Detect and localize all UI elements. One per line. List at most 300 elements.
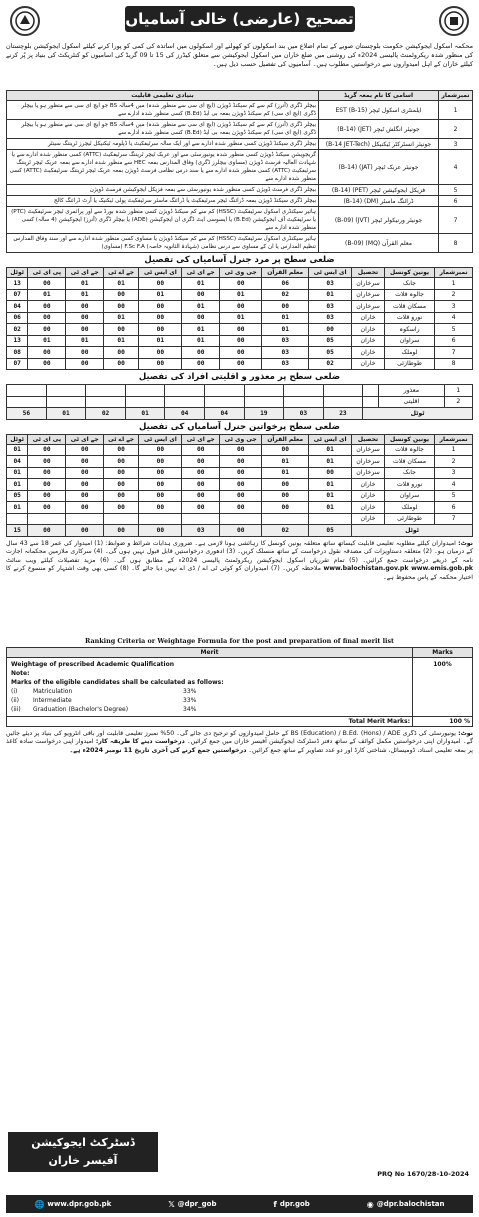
table-cell: 2 xyxy=(435,289,473,301)
total-cell: 03 xyxy=(284,408,324,420)
table-cell: 01 xyxy=(262,467,309,479)
dist-header-cell: تحصیل xyxy=(352,434,385,444)
table-cell xyxy=(323,396,363,408)
table-cell: 01 xyxy=(66,278,104,290)
female-section-title: ضلعی سطح پرخواتین جنرل آسامیاں کی تفصیل xyxy=(139,421,340,432)
table-cell: سراوان xyxy=(384,335,434,347)
post-no: 5 xyxy=(439,185,473,196)
dist-header-cell: پی ای ٹی xyxy=(28,268,66,278)
ranking-item xyxy=(11,705,408,714)
table-cell: 00 xyxy=(103,467,138,479)
post-row xyxy=(7,139,473,150)
table-cell: 00 xyxy=(182,490,220,502)
table-cell: 7 xyxy=(435,513,473,525)
total-cell: 02 xyxy=(262,525,309,537)
table-cell: 05 xyxy=(309,347,352,359)
ranking-item-value: 34% xyxy=(183,705,197,713)
table-cell: 02 xyxy=(262,289,309,301)
table-cell: 01 xyxy=(28,335,66,347)
table-cell: 00 xyxy=(220,467,262,479)
table-cell: جالوہ قلات xyxy=(384,444,434,456)
table-row xyxy=(7,502,473,514)
table-cell: 3 xyxy=(435,467,473,479)
table-cell: 00 xyxy=(28,312,66,324)
table-row xyxy=(7,358,473,370)
table-cell: خاران xyxy=(352,312,385,324)
signature-line-2: آفیسر خاران xyxy=(48,1154,118,1167)
table-row xyxy=(7,312,473,324)
post-qualification: ہائیر سیکنڈری اسکول سرٹیفکیٹ (HSSC) کم سے کم سیکنڈ ڈویژن کسی منظور شدہ بورڈ سے اور پرائمری ٹیچر سرٹیفکیٹ (PTC) یا سرٹیفکیٹ آف ایجوکیشن (B.Ed) یا ایسوسی ایٹ ڈگری ان ایجوکیشن (ADE) یا بیچلر ڈگری (آنرز) ایجوکیشن (4 سالہ) کسی منظور شدہ ادارے سے xyxy=(7,207,319,234)
table-cell: مسکان قلات xyxy=(384,301,434,313)
disabled-section-title: ضلعی سطح پر معذور و اقلیتی افراد کی تفصیل xyxy=(138,372,341,382)
table-cell: 00 xyxy=(139,456,182,468)
table-cell: 00 xyxy=(139,358,182,370)
table-cell: 00 xyxy=(220,347,262,359)
table-cell: 01 xyxy=(309,479,352,491)
table-cell: 00 xyxy=(220,358,262,370)
table-cell: 00 xyxy=(66,444,104,456)
table-cell: 00 xyxy=(139,467,182,479)
table-row xyxy=(7,385,473,397)
table-cell: 00 xyxy=(262,502,309,514)
table-cell: 00 xyxy=(182,289,220,301)
notes-text: امیدواران کیلئے مطلوبہ تعلیمی قابلیت کیساتھ ساتھ متعلقہ یونین کونسل کا رہائشی ہونا لازمی ہے۔ ضروری ہدایات شرائط و ضوابط: (1) امیدوار کی عمر 18 سے 43 سال کے درمیان ہو۔ (2) متعلقہ دستاویزات کی مصدقہ نقول درخواست کے ساتھ منسلک کریں۔ (3) ادھوری درخواستیں قابل قبول نہیں ہوں گی۔ (4) سرکاری ملازمین محکمانہ اجازت نامہ کے ذریعے درخواست جمع کرائیں۔ (5) تمام تقرریاں اسکول ایجوکیشن ریکروٹمنٹ پالیسی 2024ء کے مطابق ہوں گی۔ (6) مزید تفصیلات کیلئے ویب سائٹ xyxy=(6,539,473,564)
post-no: 4 xyxy=(439,150,473,185)
table-cell: 00 xyxy=(262,301,309,313)
table-cell: 4 xyxy=(435,312,473,324)
ranking-item-no: (ii) xyxy=(11,696,20,704)
table-cell: خاران xyxy=(352,490,385,502)
table-cell: 3 xyxy=(435,301,473,313)
table-cell: جالوہ قلات xyxy=(384,289,434,301)
table-cell: 6 xyxy=(435,335,473,347)
table-cell: سرخاران xyxy=(352,467,385,479)
table-cell: 03 xyxy=(262,358,309,370)
total-value: 100 % xyxy=(413,716,473,726)
dist-header-cell: ٹوٹل xyxy=(7,434,28,444)
table-cell xyxy=(363,385,379,397)
table-cell: 06 xyxy=(7,312,28,324)
total-label-cell: ٹوٹل xyxy=(352,525,473,537)
table-cell: 00 xyxy=(103,324,138,336)
table-cell xyxy=(46,396,86,408)
table-cell xyxy=(125,396,165,408)
total-label-cell: ٹوٹل xyxy=(363,408,473,420)
table-cell xyxy=(309,513,352,525)
post-no: 8 xyxy=(439,234,473,253)
table-cell: 00 xyxy=(66,347,104,359)
table-cell: 00 xyxy=(182,444,220,456)
table-cell: 00 xyxy=(103,479,138,491)
table-cell: 02 xyxy=(309,358,352,370)
table-cell xyxy=(182,513,220,525)
dist-header-cell: ای ایس ٹی xyxy=(309,434,352,444)
table-cell: 01 xyxy=(220,289,262,301)
footer-facebook-text: dpr.gob xyxy=(279,1200,310,1208)
post-name: جونیئر ورنیکولر ٹیچر (JVT) (B-09) xyxy=(319,207,439,234)
table-row xyxy=(7,278,473,290)
post-no: 3 xyxy=(439,139,473,150)
table-cell: 00 xyxy=(28,479,66,491)
footer-facebook[interactable] xyxy=(273,1200,309,1209)
table-cell: سرخاران xyxy=(352,289,385,301)
table-cell: 06 xyxy=(262,278,309,290)
table-cell: نورو قلات xyxy=(384,479,434,491)
table-cell: 01 xyxy=(7,467,28,479)
table-row xyxy=(7,467,473,479)
website-link-balochistan[interactable]: www.balochistan.gov.pk xyxy=(323,565,409,573)
header-qualification: بنیادی تعلیمی قابلیت xyxy=(7,91,319,101)
table-cell: 5 xyxy=(435,490,473,502)
table-cell: 00 xyxy=(182,358,220,370)
table-row xyxy=(7,301,473,313)
ranking-item xyxy=(11,687,408,696)
table-cell: 07 xyxy=(7,289,28,301)
table-cell xyxy=(323,385,363,397)
ranking-items xyxy=(11,687,408,714)
table-cell: 00 xyxy=(103,289,138,301)
post-row xyxy=(7,101,473,120)
header-post-name: اسامی کا نام بمعہ گریڈ xyxy=(319,91,439,101)
total-row xyxy=(7,408,473,420)
table-cell xyxy=(284,385,324,397)
method-text: امیدوار اپنی درخواست سادہ کاغذ پر بمعہ تعلیمی اسناد، ڈومیسائل، شناختی کارڈ اور دو عدد تصاویر کے ساتھ جمع کرائیں۔ xyxy=(6,738,473,754)
table-cell: 01 xyxy=(28,289,66,301)
table-cell: خاران xyxy=(352,324,385,336)
table-cell xyxy=(220,513,262,525)
table-cell: 01 xyxy=(66,335,104,347)
table-cell: 2 xyxy=(435,456,473,468)
table-row xyxy=(7,324,473,336)
marks-header: Marks xyxy=(413,647,473,657)
table-cell: 00 xyxy=(66,456,104,468)
table-cell: 00 xyxy=(220,444,262,456)
table-cell: 00 xyxy=(66,467,104,479)
table-cell: اقلیتی xyxy=(379,396,445,408)
total-cell: 15 xyxy=(7,525,28,537)
total-cell: 03 xyxy=(182,525,220,537)
globe-icon: 🌐 xyxy=(34,1199,45,1209)
dist-header-cell: یونین کونسل xyxy=(384,268,434,278)
dist-header-cell: ای ایس ٹی xyxy=(139,268,182,278)
notes-lead: نوٹ: xyxy=(458,539,473,547)
post-qualification: ہائیر سیکنڈری اسکول سرٹیفکیٹ (HSSC) کم سے کم سیکنڈ ڈویژن یا مساوی کسی منظور شدہ ادارے سے اور سند وفاق المدارس تنظیم المدارس یا ان کے مساوی سے درس نظامی (شہادۃ الثانویہ خاصہ) F.Sc F.A (مساوی) xyxy=(7,234,319,253)
footer-website-text: www.dpr.gob.pk xyxy=(47,1200,112,1208)
table-cell: 00 xyxy=(220,490,262,502)
table-cell: 01 xyxy=(7,444,28,456)
total-cell: 19 xyxy=(244,408,284,420)
footer-instagram[interactable] xyxy=(367,1200,445,1209)
table-cell xyxy=(7,385,47,397)
prq-number: PRQ No 1670/28-10-2024 xyxy=(377,1170,469,1178)
total-cell: 56 xyxy=(7,408,47,420)
disabled-posts-table xyxy=(6,384,473,420)
table-cell: 00 xyxy=(220,502,262,514)
table-cell: جاںک xyxy=(384,278,434,290)
table-cell: 4 xyxy=(435,479,473,491)
post-name: معلم القرآن (MQ) (B-09) xyxy=(319,234,439,253)
table-cell: 00 xyxy=(139,479,182,491)
table-cell: 00 xyxy=(139,347,182,359)
table-cell: 00 xyxy=(262,479,309,491)
signature-line-1: ڈسٹرکٹ ایجوکیشن xyxy=(31,1136,135,1149)
table-cell: 01 xyxy=(220,312,262,324)
table-cell: خاران xyxy=(352,358,385,370)
table-cell: 00 xyxy=(103,358,138,370)
table-cell: 05 xyxy=(7,490,28,502)
post-no: 2 xyxy=(439,120,473,139)
dist-header-cell: جی وی ٹی xyxy=(220,434,262,444)
table-cell: 01 xyxy=(182,278,220,290)
post-no: 7 xyxy=(439,207,473,234)
signature-box xyxy=(8,1132,158,1172)
table-cell xyxy=(204,385,244,397)
dist-header-cell: پی ای ٹی xyxy=(28,434,66,444)
dist-header-cell: تحصیل xyxy=(352,268,385,278)
posts-header-row xyxy=(7,91,473,101)
instructions-lead: نوٹ: xyxy=(458,729,473,737)
total-cell: 02 xyxy=(86,408,126,420)
ranking-item-label: Graduation (Bachelor's Degree) xyxy=(33,705,129,713)
dist-header-cell: معلم القرآن xyxy=(262,434,309,444)
table-row xyxy=(7,444,473,456)
post-qualification: بیچلر ڈگری سیکنڈ ڈویژن بمعہ ڈرائنگ ٹیچر سرٹیفکیٹ یا ڈرائنگ ماسٹر سرٹیفکیٹ پولی ٹیکنیک یا آرٹ ڈرائنگ کالج xyxy=(7,196,319,207)
ranking-item-label: Intermediate xyxy=(33,696,72,704)
twitter-icon: 𝕏 xyxy=(168,1199,175,1209)
ranking-item xyxy=(11,696,408,705)
total-row xyxy=(7,525,473,537)
table-cell: 00 xyxy=(182,456,220,468)
table-cell: 00 xyxy=(139,444,182,456)
post-name: جونیئر انسٹرکٹر ٹیکنیکل (B-14 JET-Tech) xyxy=(319,139,439,150)
table-cell: 00 xyxy=(28,456,66,468)
table-cell: 00 xyxy=(28,301,66,313)
header-no: نمبرشمار xyxy=(439,91,473,101)
dist-header-cell: نمبرشمار xyxy=(435,268,473,278)
instructions-section xyxy=(6,730,473,812)
total-cell: 04 xyxy=(165,408,205,420)
table-cell: 03 xyxy=(262,347,309,359)
dist-header-cell: نمبرشمار xyxy=(435,434,473,444)
footer-instagram-text: @dpr.balochistan xyxy=(376,1200,445,1208)
table-cell: 01 xyxy=(309,289,352,301)
table-cell: 00 xyxy=(66,301,104,313)
table-cell: سرخاران xyxy=(352,278,385,290)
table-cell: 00 xyxy=(309,324,352,336)
table-cell: خاران xyxy=(352,479,385,491)
website-link-emis[interactable]: www.emis.gob.pk xyxy=(411,565,473,573)
dist-header-cell: ای ایس ٹی xyxy=(309,268,352,278)
total-cell: 00 xyxy=(139,525,182,537)
total-cell: 23 xyxy=(323,408,363,420)
table-cell xyxy=(86,396,126,408)
dist-header-cell: معلم القرآن xyxy=(262,268,309,278)
notes-section xyxy=(6,540,473,634)
table-cell: 00 xyxy=(220,456,262,468)
table-cell: 00 xyxy=(262,490,309,502)
table-cell: 01 xyxy=(182,335,220,347)
table-cell xyxy=(363,396,379,408)
table-cell: 01 xyxy=(309,490,352,502)
table-row xyxy=(7,513,473,525)
table-cell: 00 xyxy=(103,490,138,502)
table-cell: 00 xyxy=(262,444,309,456)
table-cell: 01 xyxy=(139,289,182,301)
merit-header: Merit xyxy=(7,647,413,657)
table-cell: 02 xyxy=(7,324,28,336)
post-no: 1 xyxy=(439,101,473,120)
dist-header-cell: جے اے ٹی xyxy=(103,434,138,444)
table-cell: معذور xyxy=(379,385,445,397)
ranking-header-row xyxy=(7,647,473,657)
table-cell: 00 xyxy=(28,324,66,336)
table-cell: 00 xyxy=(66,358,104,370)
post-name: ایلمنٹری اسکول ٹیچر EST (B-15) xyxy=(319,101,439,120)
post-qualification: بیچلر ڈگری (آنرز) کم سے کم سیکنڈ ڈویژن (ایچ ای سی سے منظور شدہ) میں 4سالہ BS جو ایچ ای سی سے منظور ہو یا بیچلر ڈگری (ایچ ای سی) کم سیکنڈ ڈویژن بمعہ بی ایڈ (B.Ed) کسی منظور شدہ ادارے سے xyxy=(7,101,319,120)
table-cell: 01 xyxy=(309,502,352,514)
table-cell: 00 xyxy=(139,278,182,290)
ranking-item-label: Matriculation xyxy=(33,687,73,695)
table-row xyxy=(7,456,473,468)
table-cell: 13 xyxy=(7,335,28,347)
table-cell: 03 xyxy=(309,301,352,313)
table-cell: 00 xyxy=(28,467,66,479)
table-cell: 01 xyxy=(66,289,104,301)
post-name: فزیکل ایجوکیشن ٹیچر (PET) (B-14) xyxy=(319,185,439,196)
post-no: 6 xyxy=(439,196,473,207)
table-row xyxy=(7,396,473,408)
ranking-title: Ranking Criteria or Weightage Formula for the post and preparation of final merit list xyxy=(84,636,395,645)
table-cell xyxy=(46,385,86,397)
total-cell: 01 xyxy=(125,408,165,420)
dist-header-cell: جے ای ٹی xyxy=(66,434,104,444)
table-cell xyxy=(66,513,104,525)
table-cell: 01 xyxy=(309,456,352,468)
table-cell: 01 xyxy=(182,324,220,336)
table-cell: 01 xyxy=(182,301,220,313)
table-cell: 5 xyxy=(435,324,473,336)
table-row xyxy=(7,490,473,502)
table-cell xyxy=(139,513,182,525)
total-cell: 00 xyxy=(28,525,66,537)
posts-table xyxy=(6,90,473,253)
table-cell xyxy=(103,513,138,525)
table-cell: 01 xyxy=(7,479,28,491)
table-cell: 00 xyxy=(220,301,262,313)
table-cell: 00 xyxy=(309,467,352,479)
post-qualification: بیچلر ڈگری سیکنڈ ڈویژن کسی منظور شدہ ادارے سے اور ایک سالہ سرٹیفکیٹ یا ڈپلومہ ٹیکنیکل ٹیچرز ٹریننگ سینٹر xyxy=(7,139,319,150)
table-cell: خاران xyxy=(352,335,385,347)
table-cell: 00 xyxy=(28,490,66,502)
table-cell: سراوان xyxy=(384,490,434,502)
table-cell: 01 xyxy=(103,335,138,347)
table-cell: 01 xyxy=(103,312,138,324)
table-cell: طوطازئی xyxy=(384,513,434,525)
footer-twitter[interactable] xyxy=(168,1200,216,1209)
post-row xyxy=(7,185,473,196)
ranking-item-no: (i) xyxy=(11,687,18,695)
table-cell: 00 xyxy=(182,467,220,479)
table-cell: 00 xyxy=(139,312,182,324)
govt-logo-right xyxy=(439,6,469,36)
table-cell xyxy=(244,396,284,408)
dist-header-cell: ٹوٹل xyxy=(7,268,28,278)
total-cell: 00 xyxy=(220,525,262,537)
post-row xyxy=(7,196,473,207)
instagram-icon: ◉ xyxy=(366,1199,374,1209)
table-cell: 03 xyxy=(309,278,352,290)
table-cell: 8 xyxy=(435,358,473,370)
table-cell: راسکوہ xyxy=(384,324,434,336)
page-title: تصحیح (عارضی) خالی آسامیاں xyxy=(125,6,355,32)
instructions-text: یونیورسٹی کی ڈگری BS (Education) / B.Ed. (Hons) / ADE کے حامل امیدواروں کو ترجیح دی جائے گی۔ 50% نمبرز تعلیمی قابلیت اور باقی انٹرویو کی بنیاد پر دیئے جائیں گے۔ امیدواران اپنی درخواستیں مکمل کوائف کے ساتھ دفتر ڈسٹرکٹ ایجوکیشن آفیسر خاران میں جمع کرائیں۔ xyxy=(6,729,473,746)
table-cell: 1 xyxy=(444,385,472,397)
ranking-item-value: 33% xyxy=(183,687,197,695)
post-row xyxy=(7,120,473,139)
table-cell: 00 xyxy=(103,301,138,313)
table-cell: 1 xyxy=(435,278,473,290)
table-cell: 00 xyxy=(66,324,104,336)
table-cell: 07 xyxy=(7,358,28,370)
table-cell: 6 xyxy=(435,502,473,514)
table-cell xyxy=(165,385,205,397)
table-cell: نورو قلات xyxy=(384,312,434,324)
table-cell: 00 xyxy=(28,347,66,359)
table-row xyxy=(7,335,473,347)
table-cell xyxy=(284,396,324,408)
male-header-row xyxy=(7,268,473,278)
ranking-table xyxy=(6,647,473,727)
table-cell: خاران xyxy=(352,347,385,359)
table-cell: 03 xyxy=(262,335,309,347)
table-cell: 01 xyxy=(7,502,28,514)
post-name: ڈرائنگ ماسٹر (DM) (B-14) xyxy=(319,196,439,207)
facebook-icon: f xyxy=(273,1199,277,1209)
post-qualification: بیچلر ڈگری فرسٹ ڈویژن کسی منظور شدہ یونیورسٹی سے بمعہ فزیکل ایجوکیشن فرسٹ ڈویژن xyxy=(7,185,319,196)
ranking-body xyxy=(7,657,413,716)
table-cell: 04 xyxy=(7,456,28,468)
table-cell xyxy=(7,396,47,408)
table-cell: 00 xyxy=(220,278,262,290)
male-section-title: ضلعی سطح پر مرد جنرل آسامیاں کی تفصیل xyxy=(144,255,335,265)
deadline-text: درخواستیں جمع کرنے کی آخری تاریخ 11 نومبر 2024ء ہے۔ xyxy=(69,746,247,754)
table-cell xyxy=(262,513,309,525)
table-cell: 00 xyxy=(220,479,262,491)
table-row xyxy=(7,479,473,491)
dist-header-cell: جے ای ٹی xyxy=(66,268,104,278)
table-cell xyxy=(86,385,126,397)
table-cell: 7 xyxy=(435,347,473,359)
dist-header-cell: ای ایس ٹی xyxy=(139,434,182,444)
table-cell: 00 xyxy=(28,358,66,370)
table-cell: 00 xyxy=(66,312,104,324)
dist-header-cell: جے اے ٹی xyxy=(103,268,138,278)
total-label: Total Merit Marks: xyxy=(7,716,413,726)
table-cell xyxy=(7,513,28,525)
table-cell: 00 xyxy=(103,456,138,468)
footer-website[interactable] xyxy=(34,1200,111,1209)
female-header-row xyxy=(7,434,473,444)
table-cell xyxy=(204,396,244,408)
post-row xyxy=(7,207,473,234)
table-cell: 00 xyxy=(28,502,66,514)
total-cell: 04 xyxy=(204,408,244,420)
ranking-item-no: (iii) xyxy=(11,705,21,713)
intro-paragraph: محکمہ اسکول ایجوکیشن حکومت بلوچستان صوبے کے تمام اضلاع میں بند اسکولوں کو کھولنے اور اسکولوں میں اساتذہ کی کمی کو پورا کرنے کیلئے اسکول ایجوکیشن بلوچستان کی منظور شدہ ریکروٹمنٹ پالیسی 2024ء کی روشنی میں ضلع خاران میں اسکول ایجوکیشن سے متعلق کیڈرز کی 15 تا 09 گریڈ کی اسامیوں کو کنٹریکٹ کی بنیاد پر پُر کرنے کیلئے خاران کے اہل امیدواروں سے درخواستیں مطلوب ہیں۔ آسامیوں کی تفصیل حسب ذیل ہیں۔ xyxy=(6,42,473,68)
table-cell: لوملک xyxy=(384,502,434,514)
note-label: Note: xyxy=(11,669,30,677)
table-cell xyxy=(28,513,66,525)
